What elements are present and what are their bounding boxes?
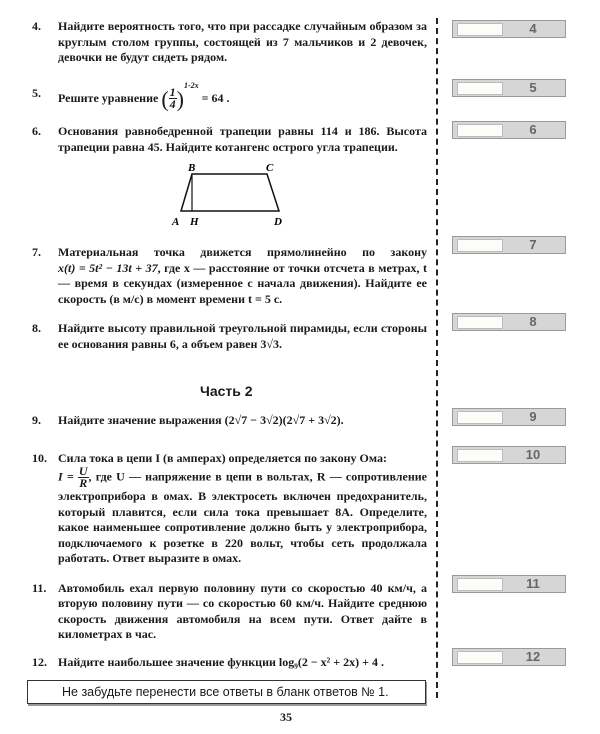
task-text: Найдите вероятность того, что при рассадке случайным образом за круглым столом группы, состоящей из 7 мальчиков и 2 девочек, девочки не будут сидеть рядом. [58, 19, 427, 64]
answer-box-label: 10 [525, 447, 541, 462]
task-number: 5. [32, 85, 41, 100]
task-text-after: = 64 . [201, 90, 230, 105]
exponent: 1-2x [183, 80, 199, 90]
answer-box-label: 7 [529, 237, 537, 252]
part-heading: Часть 2 [200, 383, 253, 400]
task-7 [32, 245, 427, 307]
answer-box-4[interactable] [452, 20, 566, 38]
task-number: 12. [32, 654, 47, 669]
task-line1: Сила тока в цепи I (в амперах) определяется по закону Ома: [58, 450, 387, 465]
task-text: Найдите высоту правильной треугольной пирамиды, если стороны ее основания равны 6, а объем равен 3√3. [58, 321, 427, 351]
answer-box-7[interactable] [452, 236, 566, 254]
answer-box-label: 6 [529, 122, 537, 137]
answer-box-11[interactable] [452, 575, 566, 593]
task-text: Автомобиль ехал первую половину пути со скоростью 40 км/ч, а вторую половину пути — со скоростью 60 км/ч. Найдите среднюю скорость движения автомобиля на всем пути. Ответ дайте в километрах в час. [58, 580, 427, 642]
answer-field[interactable] [457, 239, 503, 252]
fraction: $\frac{1}{4}$ [169, 85, 176, 112]
task-8 [32, 321, 427, 352]
answer-field[interactable] [457, 82, 503, 95]
task-number: 9. [32, 413, 41, 428]
task-number: 8. [32, 321, 41, 336]
answer-box-12[interactable] [452, 648, 566, 666]
task-6 [32, 124, 427, 155]
reminder-box [27, 680, 426, 704]
label-c: C [266, 162, 274, 175]
task-4 [32, 19, 427, 66]
label-h: H [190, 216, 199, 229]
answer-box-5[interactable] [452, 79, 566, 97]
answer-box-9[interactable] [452, 408, 566, 426]
page-number: 35 [280, 710, 292, 725]
label-d: D [274, 216, 282, 229]
task-text: Основания равнобедренной трапеции равны 114 и 186. Высота трапеции равна 45. Найдите котангенс острого угла трапеции. [58, 124, 427, 154]
answer-box-label: 4 [529, 21, 537, 36]
cut-line [436, 18, 438, 698]
answer-field[interactable] [457, 411, 503, 424]
task-12 [32, 655, 427, 671]
task-11 [32, 581, 427, 643]
task-text: Найдите наибольшее значение функции [58, 654, 276, 669]
answer-box-label: 8 [529, 314, 537, 329]
answer-field[interactable] [457, 651, 503, 664]
formula: x(t) = 5t² − 13t + 37 [58, 260, 158, 275]
task-text: , где U — напряжение в цепи в вольтах, R — сопротивление электроприбора в омах. В электросеть включен предохранитель, который плавится, если сила тока превышает 8А. Определите, какое наименьшее сопротивление должно быть у электроприбора, подключаемого к розетке в 220 вольт, чтобы сеть продолжала работать. Ответ выразите в омах. [58, 469, 427, 566]
answer-box-label: 9 [529, 409, 537, 424]
trapezoid-figure [168, 159, 288, 229]
task-number: 6. [32, 124, 41, 139]
task-10 [32, 451, 427, 567]
task-text: Найдите значение выражения [58, 413, 222, 428]
task-column [32, 0, 427, 734]
answer-box-10[interactable] [452, 446, 566, 464]
task-number: 7. [32, 245, 41, 260]
task-9 [32, 413, 427, 429]
task-text: Решите уравнение [58, 90, 159, 105]
task-line1: Материальная точка движется прямолинейно по закону [58, 245, 427, 260]
answer-box-8[interactable] [452, 313, 566, 331]
formula: (2√7 − 3√2)(2√7 + 3√2). [224, 413, 344, 428]
formula-lhs: I = [58, 469, 74, 484]
answer-field[interactable] [457, 23, 503, 36]
label-a: A [172, 216, 180, 229]
fraction: $\frac{U}{R}$ [78, 464, 88, 491]
task-number: 11. [32, 580, 47, 595]
answer-field[interactable] [457, 124, 503, 137]
task-number: 10. [32, 450, 47, 465]
task-text: , где x — расстояние от точки отсчета в метрах, t — время в секундах (измеренное с начала движения). Найдите ее скорость (в м/с) в момент времени t = 5 с. [58, 260, 427, 306]
label-b: B [188, 162, 196, 175]
answer-field[interactable] [457, 578, 503, 591]
task-5: 5. Решите уравнение ( $\frac{1}{4}$ )$^{1-2x}$ = 64 . [32, 80, 230, 112]
answer-box-label: 12 [525, 649, 541, 664]
answer-box-6[interactable] [452, 121, 566, 139]
answer-box-label: 11 [526, 576, 540, 591]
answer-field[interactable] [457, 449, 503, 462]
answer-field[interactable] [457, 316, 503, 329]
task-number: 4. [32, 19, 41, 33]
answer-box-label: 5 [529, 80, 537, 95]
reminder-text: Не забудьте перенести все ответы в бланк ответов № 1. [62, 685, 389, 700]
formula: log₉(2 − x² + 2x) + 4 . [278, 654, 384, 669]
